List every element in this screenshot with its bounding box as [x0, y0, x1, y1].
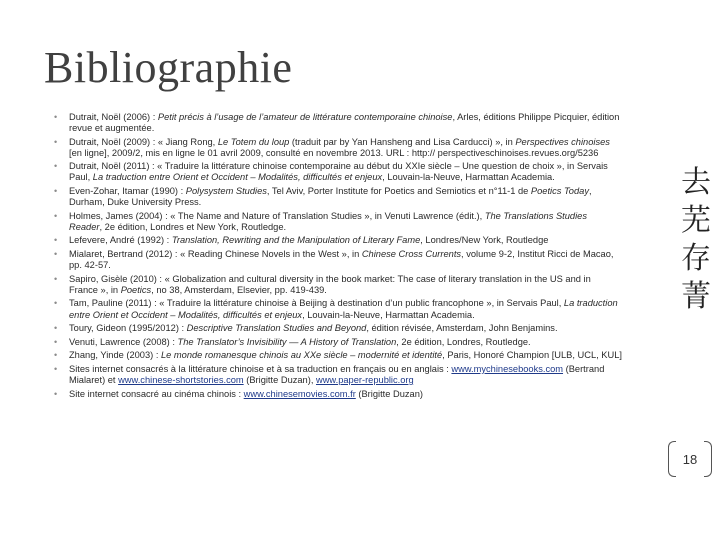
reference-text: , 2e édition, Londres, Routledge.	[396, 336, 531, 347]
reference-text: , Londres/New York, Routledge	[420, 235, 549, 246]
reference-text: Dutrait, Noël (2011) : « Traduire la littérature chinoise contemporaine au début du XXIe siècle – Une question de choix », in Servais Paul,	[69, 161, 608, 183]
bibliography-item	[52, 112, 622, 134]
bibliography-item	[52, 350, 622, 361]
side-character: 去	[681, 165, 711, 200]
reference-text: Lefevere, André (1992) :	[69, 235, 172, 246]
reference-title: Descriptive Translation Studies and Beyond	[186, 323, 367, 334]
bibliography-item	[52, 337, 622, 348]
reference-text: , Paris, Honoré Champion [ULB, UCL, KUL]	[442, 350, 622, 361]
reference-title: Perspectives chinoises	[515, 136, 610, 147]
reference-text: Sites internet consacrés à la littérature chinoise et à sa traduction en français ou en anglais :	[69, 363, 452, 374]
bibliography-item	[52, 249, 622, 271]
bibliography-item	[52, 323, 622, 334]
reference-text: Dutrait, Noël (2006) :	[69, 112, 158, 122]
reference-text: , Tel Aviv, Porter Institute for Poetics and Semiotics et n°11-1 de	[266, 186, 531, 197]
side-character: 存	[681, 241, 711, 276]
reference-text: (Brigitte Duzan)	[355, 388, 423, 399]
bullet-icon: •	[54, 186, 58, 197]
side-character: 菁	[681, 279, 711, 314]
bibliography-list	[52, 112, 622, 402]
reference-text: Venuti, Lawrence (2008) :	[69, 336, 178, 347]
bullet-icon: •	[54, 388, 58, 399]
bibliography-item	[52, 161, 622, 183]
reference-text: Holmes, James (2004) : « The Name and Nature of Translation Studies », in Venuti Lawrence (édit.),	[69, 210, 485, 221]
website-link[interactable]: www.chinesemovies.com.fr	[243, 388, 356, 399]
bibliography-item	[52, 186, 622, 208]
page-number-right-brace	[704, 441, 712, 477]
reference-text: , édition révisée, Amsterdam, John Benjamins.	[366, 323, 558, 334]
bullet-icon: •	[54, 323, 58, 334]
reference-text: (Brigitte Duzan),	[243, 374, 316, 385]
bibliography-item	[52, 211, 622, 233]
reference-title: Chinese Cross Currents	[361, 249, 462, 260]
reference-title: Poetics	[120, 284, 152, 295]
bullet-icon: •	[54, 235, 58, 246]
reference-title: Poetics Today	[530, 186, 589, 197]
reference-text: Zhang, Yinde (2003) :	[69, 350, 161, 361]
reference-title: Polysystem Studies	[185, 186, 267, 197]
reference-text: , volume 9-2, Institut Ricci de Macao, pp. 42-57.	[69, 249, 614, 271]
bibliography-item	[52, 274, 622, 296]
reference-text: , Louvain-la-Neuve, Harmattan Academia.	[302, 309, 475, 320]
bullet-icon: •	[54, 273, 58, 284]
bibliography-item	[52, 389, 622, 400]
bullet-icon: •	[54, 298, 58, 309]
page-title: Bibliographie	[44, 43, 293, 92]
bullet-icon: •	[54, 161, 58, 172]
reference-title: La traduction entre Orient et Occident – Modalités, difficultés et enjeux	[69, 298, 618, 320]
bullet-icon: •	[54, 363, 58, 374]
reference-text: Sapiro, Gisèle (2010) : « Globalization and cultural diversity in the book market: The case of literary translation in the US and in France », in	[69, 273, 591, 295]
reference-text: , Louvain-la-Neuve, Harmattan Academia.	[382, 172, 555, 183]
bullet-icon: •	[54, 112, 58, 122]
reference-text: (Bertrand Mialaret) et	[69, 363, 605, 385]
bullet-icon: •	[54, 336, 58, 347]
website-link[interactable]: www.chinese-shortstories.com	[118, 374, 244, 385]
reference-title: Le monde romanesque chinois au XXe siècle – modernité et identité	[161, 350, 443, 361]
reference-title: The Translations Studies Reader	[69, 210, 587, 232]
bullet-icon: •	[54, 350, 58, 361]
bullet-icon: •	[54, 210, 58, 221]
reference-title: Le Totem du loup	[217, 136, 290, 147]
website-link[interactable]: www.paper-republic.org	[316, 374, 414, 385]
website-link[interactable]: www.mychinesebooks.com	[451, 363, 564, 374]
reference-title: Translation, Rewriting and the Manipulation of Literary Fame	[171, 235, 421, 246]
reference-text: , no 38, Amsterdam, Elsevier, pp. 419-439.	[151, 284, 327, 295]
bibliography-item	[52, 137, 622, 159]
reference-text: Toury, Gideon (1995/2012) :	[69, 323, 187, 334]
reference-text: , Arles, éditions Philippe Picquier, édition revue et augmentée.	[69, 112, 620, 134]
bibliography-item	[52, 298, 622, 320]
reference-text: Mialaret, Bertrand (2012) : « Reading Chinese Novels in the West », in	[69, 249, 362, 260]
reference-text: (traduit par by Yan Hansheng and Lisa Carducci) », in	[289, 136, 516, 147]
vertical-chinese-text	[674, 164, 718, 316]
bibliography-item	[52, 235, 622, 246]
reference-text: Site internet consacré au cinéma chinois :	[69, 388, 244, 399]
bullet-icon: •	[54, 136, 58, 147]
reference-title: The Translator’s Invisibility — A History of Translation	[177, 336, 397, 347]
reference-text: , Durham, Duke University Press.	[69, 186, 592, 208]
page-number: 18	[682, 451, 698, 467]
reference-text: Dutrait, Noël (2009) : « Jiang Rong,	[69, 136, 218, 147]
bullet-icon: •	[54, 249, 58, 260]
side-character: 芜	[681, 203, 711, 238]
reference-title: Petit précis à l’usage de l’amateur de littérature contemporaine chinoise	[157, 112, 453, 122]
reference-title: La traduction entre Orient et Occident – Modalités, difficultés et enjeux	[92, 172, 383, 183]
reference-text: Even-Zohar, Itamar (1990) :	[69, 186, 186, 197]
bibliography-item	[52, 364, 622, 386]
reference-text: [en ligne], 2009/2, mis en ligne le 01 avril 2009, consulté en novembre 2013. URL : http:// perspectiveschinoises.revues.org/5236	[69, 147, 599, 158]
reference-text: , 2e édition, Londres et New York, Routledge.	[99, 221, 287, 232]
reference-text: Tam, Pauline (2011) : « Traduire la littérature chinoise à Beijing à destination d’un public francophone », in Servais Paul,	[69, 298, 564, 309]
